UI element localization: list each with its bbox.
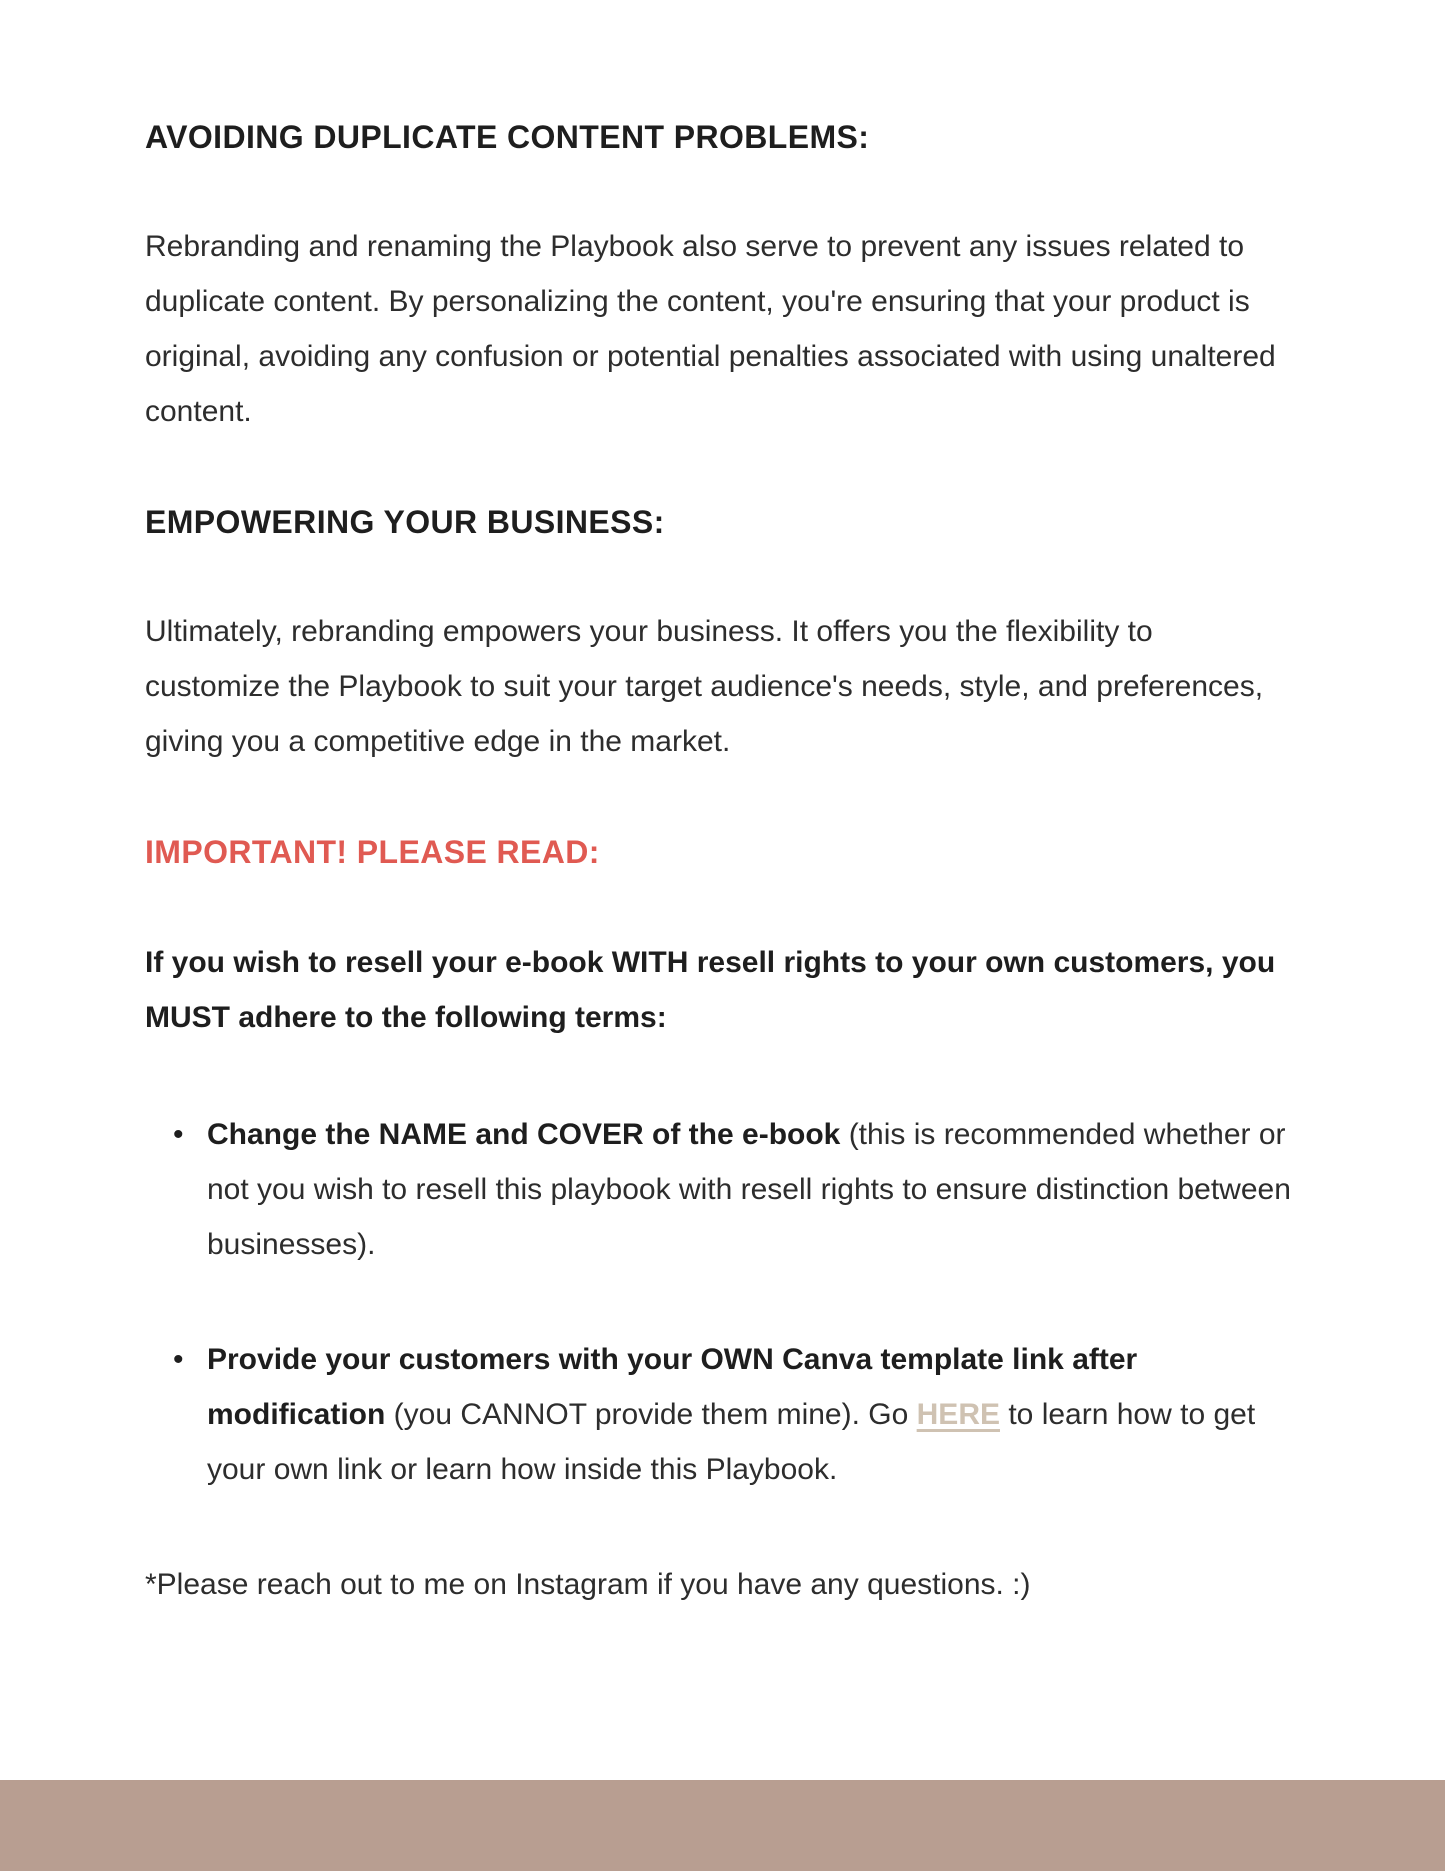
footnote-instagram: *Please reach out to me on Instagram if you have any questions. :) xyxy=(145,1567,1031,1601)
paragraph-resell-terms-intro: If you wish to resell your e-book WITH resell rights to your own customers, you MUST adhere to the following terms: xyxy=(145,945,1276,1034)
term-bold-change-name-cover: Change the NAME and COVER of the e-book xyxy=(207,1117,841,1151)
terms-list xyxy=(145,1107,1295,1497)
term-rest-change-name-cover: (this is recommended whether or not you wish to resell this playbook with resell rights to ensure distinction between businesses). xyxy=(207,1117,1291,1261)
bullet-icon: • xyxy=(173,1117,184,1151)
term-bold-provide-own-link: Provide your customers with your OWN Canva template link after modification xyxy=(207,1342,1138,1431)
term-rest-before-link: (you CANNOT provide them mine). Go xyxy=(385,1397,917,1431)
footer-bar xyxy=(0,1780,1445,1871)
list-item-change-name-cover xyxy=(173,1107,1295,1272)
term-rest-after-link: to learn how to get your own link or learn how inside this Playbook. xyxy=(207,1397,1256,1486)
here-link[interactable]: HERE xyxy=(916,1397,1000,1431)
list-item-provide-own-link xyxy=(173,1332,1295,1497)
paragraph-empowering-business: Ultimately, rebranding empowers your business. It offers you the flexibility to customize the Playbook to suit your target audience's needs, style, and preferences, giving you a competitive edge in the market. xyxy=(145,615,1264,759)
section-heading-empowering-business: EMPOWERING YOUR BUSINESS: xyxy=(145,504,665,541)
section-heading-important-please-read: IMPORTANT! PLEASE READ: xyxy=(145,834,600,871)
bullet-icon: • xyxy=(173,1342,184,1376)
section-heading-avoiding-duplicate-content: AVOIDING DUPLICATE CONTENT PROBLEMS: xyxy=(145,119,870,155)
paragraph-duplicate-content: Rebranding and renaming the Playbook also serve to prevent any issues related to duplicate content. By personalizing the content, you're ensuring that your product is original, avoiding any confusion or potential penalties associated with using unaltered content. xyxy=(145,230,1276,429)
